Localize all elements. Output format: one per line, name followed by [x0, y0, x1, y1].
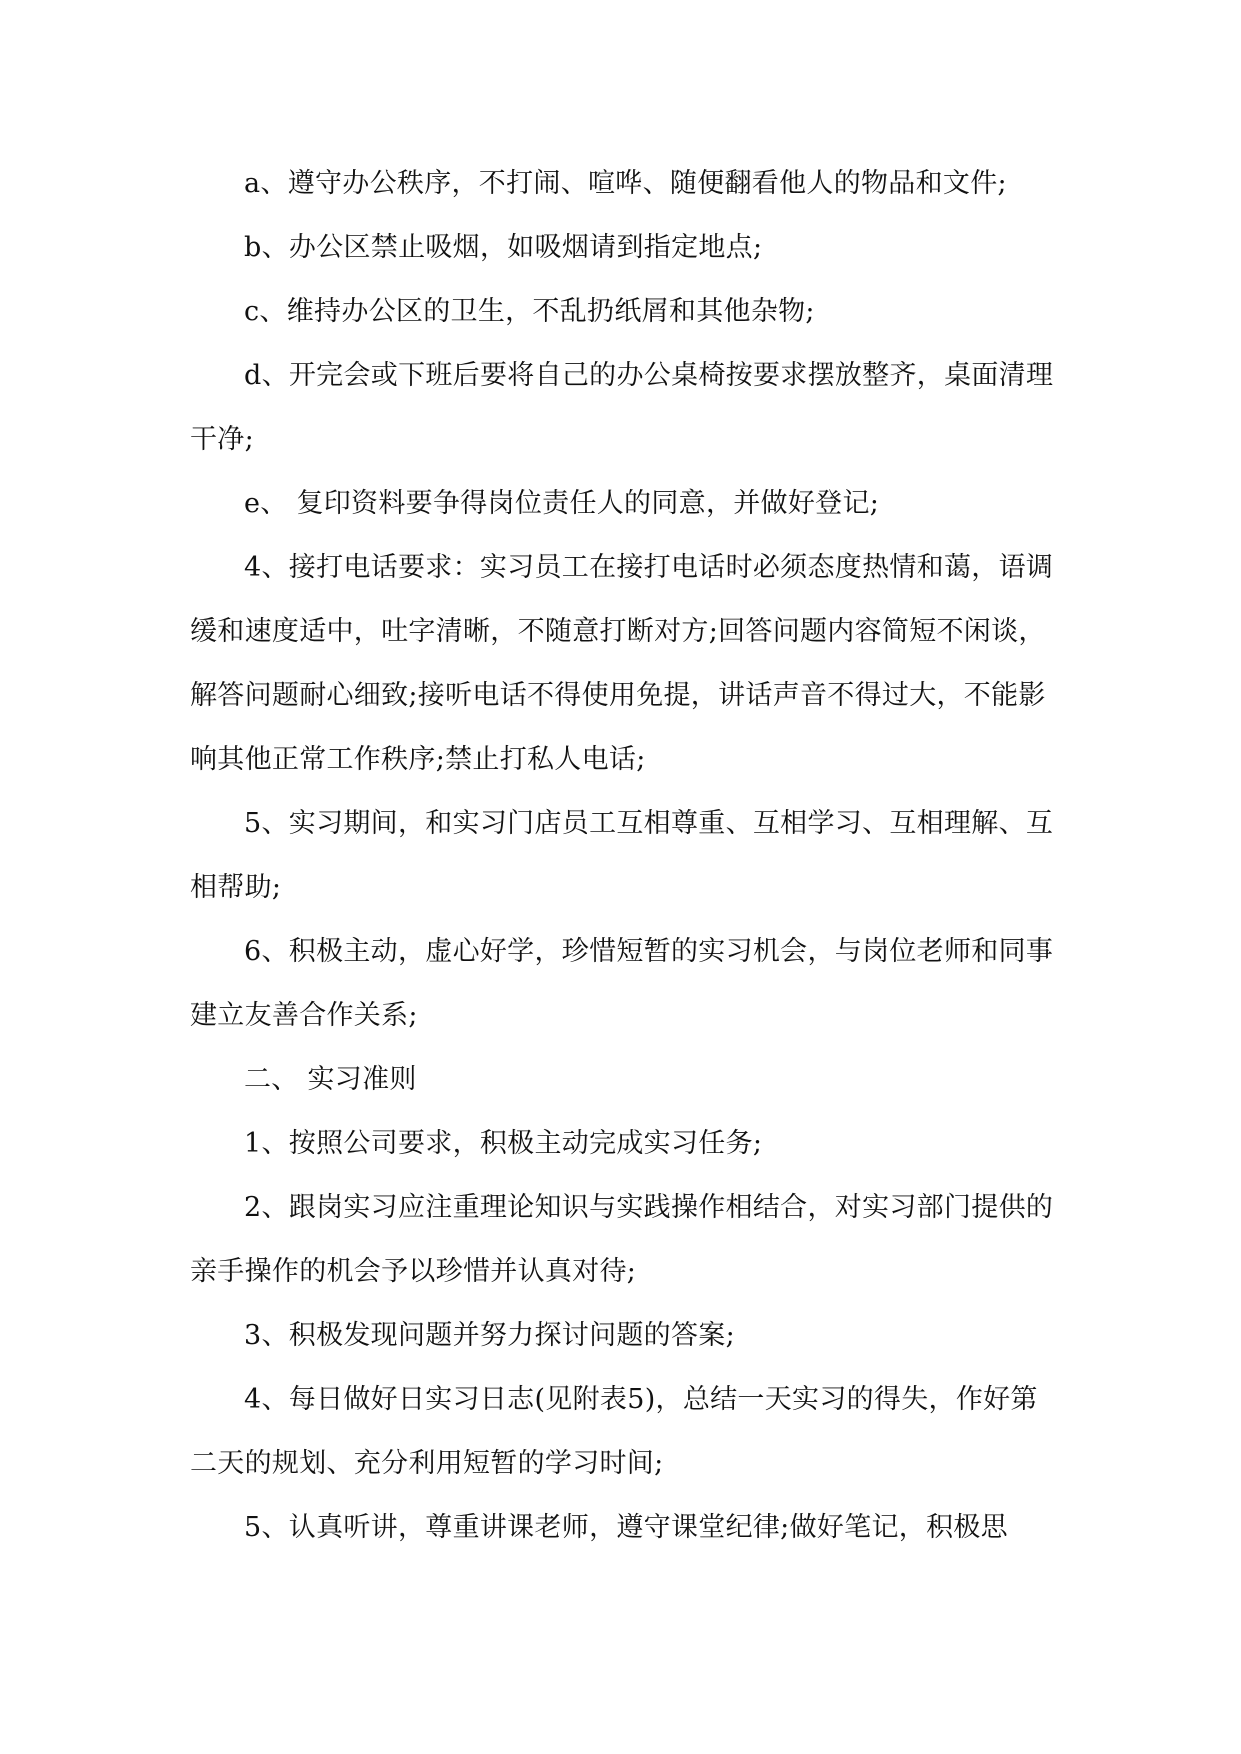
paragraph-rule-3: 3、积极发现问题并努力探讨问题的答案;	[244, 1320, 735, 1351]
paragraph-rule-a: a、遵守办公秩序，不打闹、喧哗、随便翻看他人的物品和文件;	[244, 168, 1007, 199]
paragraph-rule-2: 2、跟岗实习应注重理论知识与实践操作相结合，对实习部门提供的亲手操作的机会予以珍惜并认真对待;	[190, 1192, 1054, 1287]
paragraph-rule-1: 1、按照公司要求，积极主动完成实习任务;	[244, 1128, 763, 1159]
paragraph-rule-b: b、办公区禁止吸烟，如吸烟请到指定地点;	[244, 232, 763, 263]
paragraph-item-4-phone: 4、接打电话要求：实习员工在接打电话时必须态度热情和蔼，语调缓和速度适中，吐字清晰，不随意打断对方;回答问题内容简短不闲谈，解答问题耐心细致;接听电话不得使用免提，讲话声音不得过大，不能影响其他正常工作秩序;禁止打私人电话;	[190, 552, 1054, 775]
section-heading-internship-rules: 二、 实习准则	[244, 1064, 417, 1095]
paragraph-rule-d: d、开完会或下班后要将自己的办公桌椅按要求摆放整齐，桌面清理干净;	[190, 360, 1054, 455]
paragraph-rule-e: e、 复印资料要争得岗位责任人的同意，并做好登记;	[244, 488, 880, 519]
paragraph-item-6-initiative: 6、积极主动，虚心好学，珍惜短暂的实习机会，与岗位老师和同事建立友善合作关系;	[190, 936, 1054, 1031]
paragraph-rule-4: 4、每日做好日实习日志(见附表5)，总结一天实习的得失，作好第二天的规划、充分利用短暂的学习时间;	[190, 1384, 1038, 1479]
paragraph-item-5-respect: 5、实习期间，和实习门店员工互相尊重、互相学习、互相理解、互相帮助;	[190, 808, 1054, 903]
paragraph-rule-5: 5、认真听讲，尊重讲课老师，遵守课堂纪律;做好笔记，积极思	[244, 1512, 1008, 1543]
paragraph-rule-c: c、维持办公区的卫生，不乱扔纸屑和其他杂物;	[244, 296, 815, 327]
